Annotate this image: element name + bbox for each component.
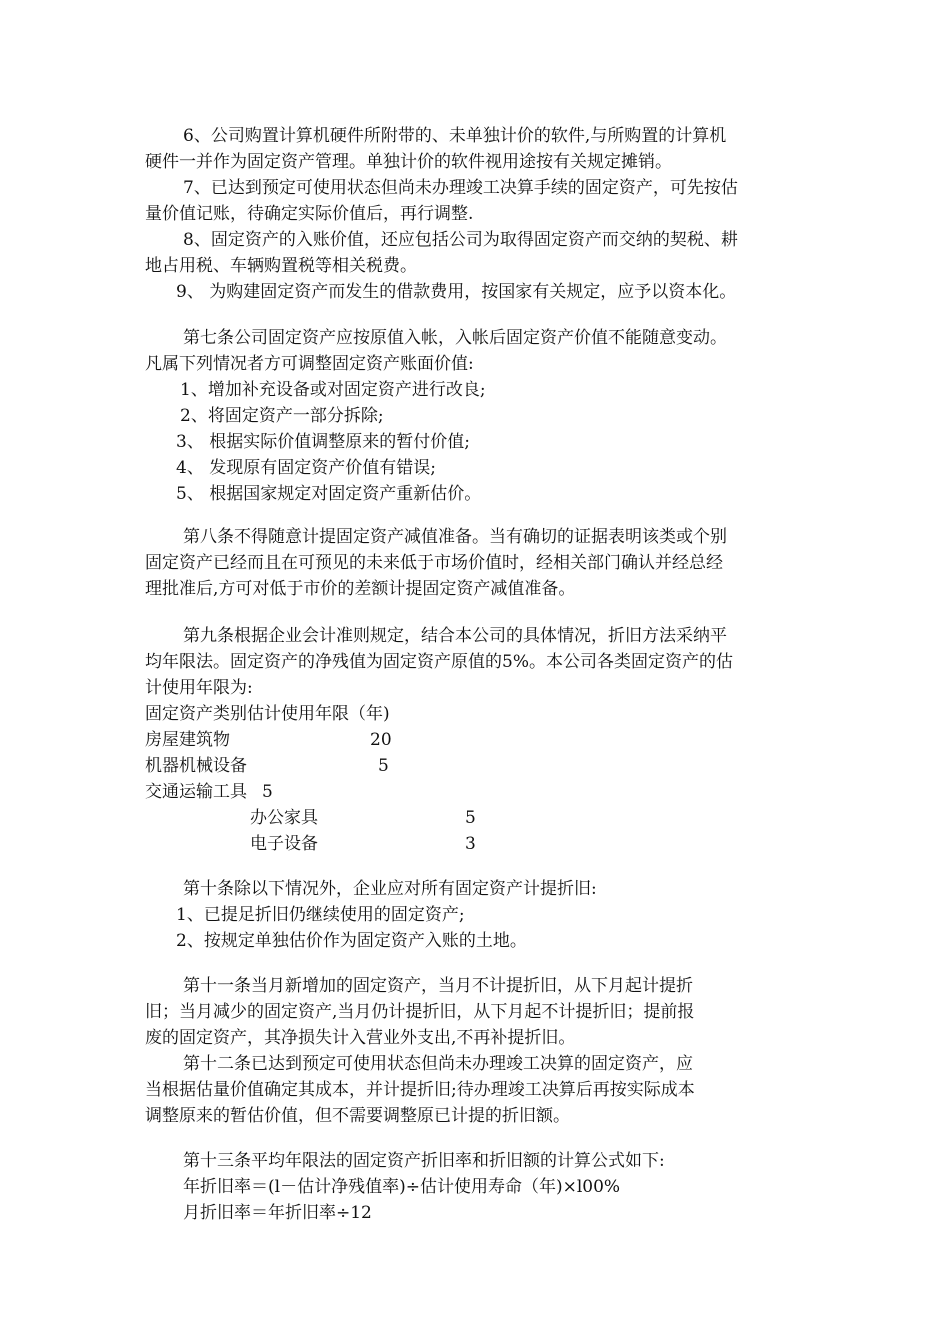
paragraph-line: 当根据估量价值确定其成本，并计提折旧;待办理竣工决算后再按实际成本 [145,1080,695,1100]
list-item: 1、增加补充设备或对固定资产进行改良; [180,380,486,400]
paragraph-line: 理批准后,方可对低于市价的差额计提固定资产减值准备。 [145,579,576,599]
paragraph-line: 第十二条已达到预定可使用状态但尚未办理竣工决算的固定资产，应 [183,1054,693,1074]
paragraph-line: 均年限法。固定资产的净残值为固定资产原值的5%。本公司各类固定资产的估 [145,652,733,672]
formula: 年折旧率＝(l－估计净残值率)÷估计使用寿命（年)×l00% [183,1177,621,1197]
formula: 月折旧率＝年折旧率÷12 [183,1203,372,1223]
paragraph-line: 废的固定资产，其净损失计入营业外支出,不再补提折旧。 [145,1028,576,1048]
category-cell: 房屋建筑物 [145,730,230,750]
category-cell: 机器机械设备 [145,756,247,776]
years-cell: 5 [262,782,273,802]
category-cell: 办公家具 [250,808,318,828]
paragraph-line: 计使用年限为: [145,678,253,698]
years-cell: 5 [378,756,389,776]
paragraph-line: 调整原来的暂估价值，但不需要调整原已计提的折旧额。 [145,1106,570,1126]
list-item: 1、已提足折旧仍继续使用的固定资产; [176,905,465,925]
paragraph-line: 8、固定资产的入账价值，还应包括公司为取得固定资产而交纳的契税、耕 [183,230,738,250]
paragraph-line: 第九条根据企业会计准则规定，结合本公司的具体情况，折旧方法采纳平 [183,626,727,646]
table-header: 固定资产类别估计使用年限（年) [145,704,390,724]
category-cell: 电子设备 [250,834,318,854]
list-item: 4、 发现原有固定资产价值有错误; [176,458,436,478]
paragraph-line: 第七条公司固定资产应按原值入帐，入帐后固定资产价值不能随意变动。 [183,328,727,348]
paragraph-line: 地占用税、车辆购置税等相关税费。 [145,256,417,276]
paragraph-line: 量价值记账，待确定实际价值后，再行调整. [145,204,474,224]
paragraph-line: 第十条除以下情况外，企业应对所有固定资产计提折旧: [183,879,597,899]
paragraph-line: 固定资产已经而且在可预见的未来低于市场价值时，经相关部门确认并经总经 [145,553,723,573]
paragraph-line: 凡属下列情况者方可调整固定资产账面价值: [145,354,474,374]
paragraph-line: 第十一条当月新增加的固定资产，当月不计提折旧，从下月起计提折 [183,976,693,996]
years-cell: 5 [465,808,476,828]
list-item: 5、 根据国家规定对固定资产重新估价。 [176,484,482,504]
paragraph-line: 第十三条平均年限法的固定资产折旧率和折旧额的计算公式如下: [183,1151,665,1171]
paragraph-line: 6、公司购置计算机硬件所附带的、未单独计价的软件,与所购置的计算机 [183,126,727,146]
paragraph-line: 第八条不得随意计提固定资产减值准备。当有确切的证据表明该类或个别 [183,527,727,547]
years-cell: 20 [370,730,392,750]
list-item: 3、 根据实际价值调整原来的暂付价值; [176,432,470,452]
list-item: 2、按规定单独估价作为固定资产入账的土地。 [176,931,527,951]
paragraph-line: 7、已达到预定可使用状态但尚未办理竣工决算手续的固定资产，可先按估 [183,178,738,198]
years-cell: 3 [465,834,476,854]
clause-item-9: 9、 为购建固定资产而发生的借款费用，按国家有关规定，应予以资本化。 [176,282,737,302]
paragraph-line: 旧；当月减少的固定资产,当月仍计提折旧，从下月起不计提折旧；提前报 [145,1002,695,1022]
category-cell: 交通运输工具 [145,782,247,802]
list-item: 2、将固定资产一部分拆除; [180,406,384,426]
paragraph-line: 硬件一并作为固定资产管理。单独计价的软件视用途按有关规定摊销。 [145,152,672,172]
